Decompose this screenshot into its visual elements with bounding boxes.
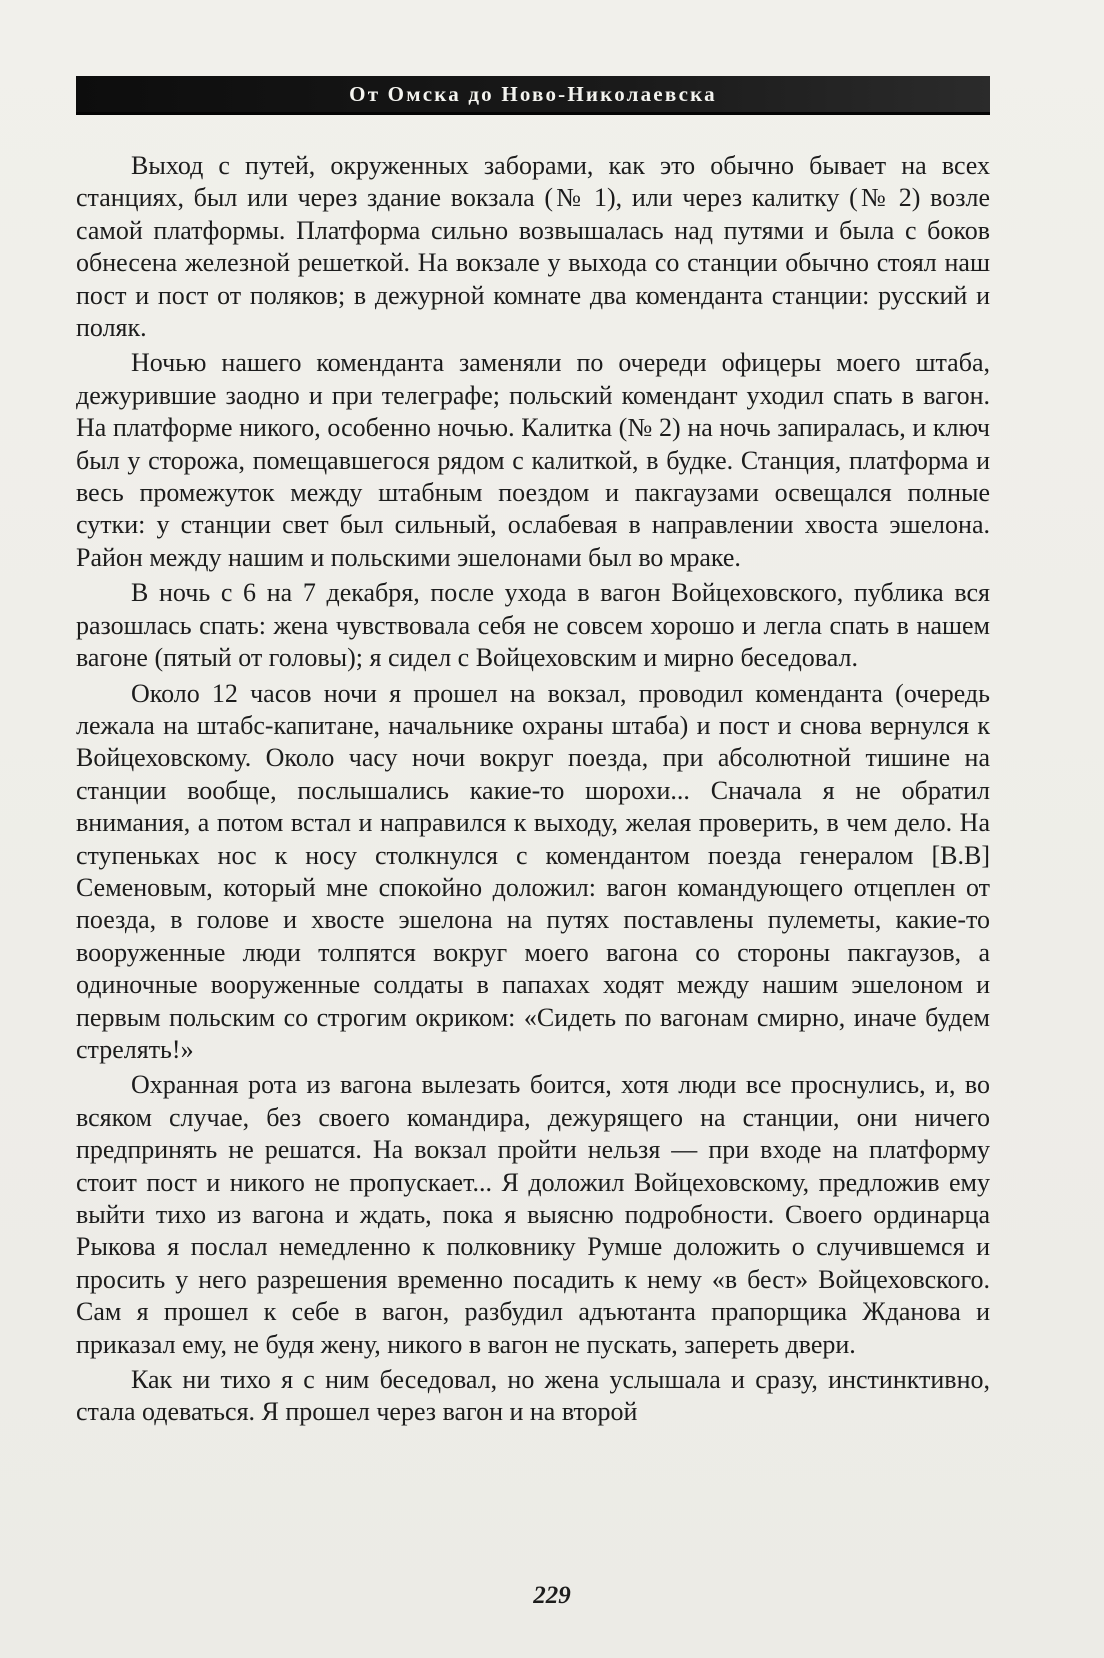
paragraph-6: Как ни тихо я с ним беседовал, но жена услышала и сразу, инстинктивно, стала одеваться. Я прошел через вагон и на второй [76, 1365, 990, 1427]
running-head-title: От Омска до Ново-Николаевска [349, 81, 717, 106]
paragraph-3: В ночь с 6 на 7 декабря, после ухода в вагон Войцеховского, публика вся разошлась спать: жена чувствовала себя не совсем хорошо и легла спать в нашем вагоне (пятый от головы); я сидел с Войцеховским и мирно беседовал. [76, 578, 990, 673]
page-number: 229 [533, 1582, 571, 1609]
body-text [76, 150, 990, 1432]
paragraph-4: Около 12 часов ночи я прошел на вокзал, проводил коменданта (очередь лежала на штабс-капитане, начальнике охраны штаба) и пост и снова вернулся к Войцеховскому. Около часу ночи вокруг поезда, при абсолютной тишине на станции вообще, послышались какие-то шорохи... Сначала я не обратил внимания, а потом встал и направился к выходу, желая проверить, в чем дело. На ступеньках нос к носу столкнулся с комендантом поезда генералом [В.В] Семеновым, который мне спокойно доложил: вагон командующего отцеплен от поезда, в голове и хвосте эшелона на путях поставлены пулеметы, какие-то вооруженные люди толпятся вокруг моего вагона со стороны пакгаузов, а одиночные вооруженные солдаты в папахах ходят между нашим эшелоном и первым польским со строгим окриком: «Сидеть по вагонам смирно, иначе будем стрелять!» [76, 678, 990, 1064]
paragraph-2: Ночью нашего коменданта заменяли по очереди офицеры моего штаба, дежурившие заодно и при телеграфе; польский комендант уходил спать в вагон. На платформе никого, особенно ночью. Калитка (№ 2) на ночь запиралась, и ключ был у сторожа, помещавшегося рядом с калиткой, в будке. Станция, платформа и весь промежуток между штабным поездом и пакгаузами освещался полные сутки: у станции свет был сильный, ослабевая в направлении хвоста эшелона. Район между нашим и польскими эшелонами был во мраке. [76, 348, 990, 572]
running-head-bar [76, 76, 990, 115]
paragraph-1: Выход с путей, окруженных заборами, как это обычно бывает на всех станциях, был или через здание вокзала (№ 1), или через калитку (№ 2) возле самой платформы. Платформа сильно возвышалась над путями и была с боков обнесена железной решеткой. На вокзале у выхода со станции обычно стоял наш пост и пост от поляков; в дежурной комнате два коменданта станции: русский и поляк. [76, 151, 990, 343]
paragraph-5: Охранная рота из вагона вылезать боится, хотя люди все проснулись, и, во всяком случае, без своего командира, дежурящего на станции, они ничего предпринять не решатся. На вокзал пройти нельзя — при входе на платформу стоит пост и никого не пропускает... Я доложил Войцеховскому, предложив ему выйти тихо из вагона и ждать, пока я выясню подробности. Своего ординарца Рыкова я послал немедленно к полковнику Румше доложить о случившемся и просить у него разрешения временно посадить к нему «в бест» Войцеховского. Сам я прошел к себе в вагон, разбудил адъютанта прапорщика Жданова и приказал ему, не будя жену, никого в вагон не пускать, запереть двери. [76, 1070, 990, 1359]
